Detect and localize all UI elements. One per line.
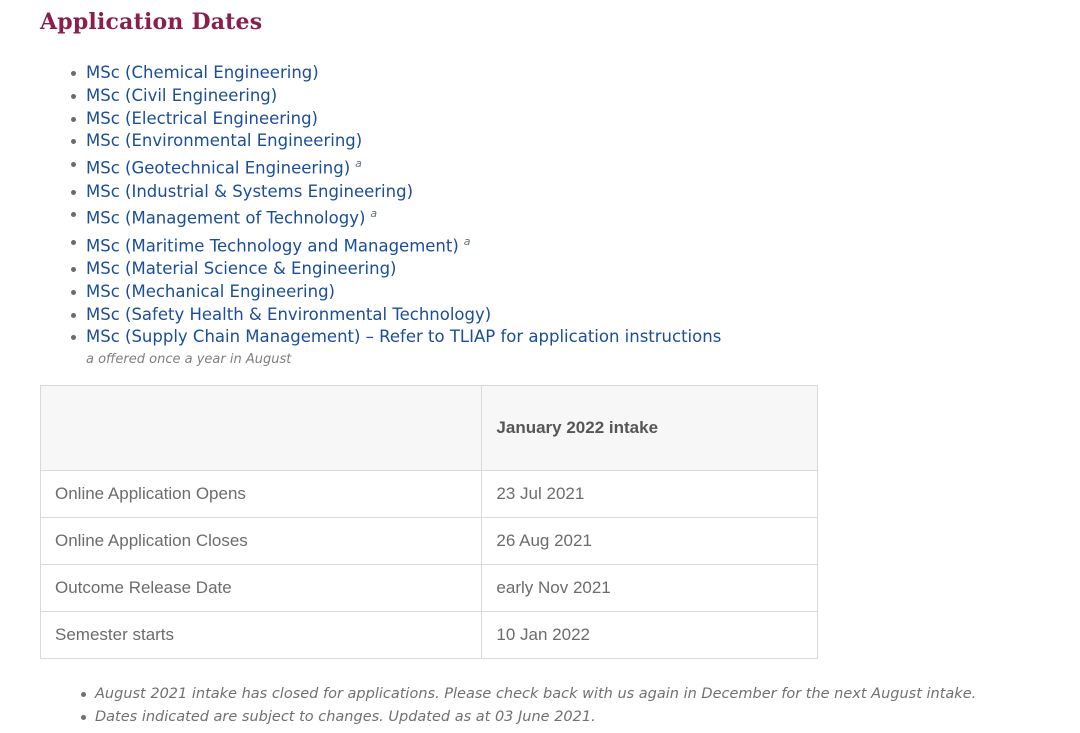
list-footnote: a offered once a year in August [86, 352, 292, 368]
program-link-maritime[interactable]: MSc (Maritime Technology and Management) [86, 236, 459, 256]
row-value-application-opens: 23 Jul 2021 [482, 471, 818, 518]
list-item [40, 85, 1080, 108]
table-row [41, 612, 818, 659]
list-item [40, 108, 1080, 131]
program-link-environmental[interactable]: MSc (Environmental Engineering) [86, 131, 363, 151]
program-link-material-science[interactable]: MSc (Material Science & Engineering) [86, 258, 397, 278]
application-dates-table [40, 385, 818, 659]
footnote-marker: a [370, 207, 378, 221]
program-list [40, 62, 1080, 349]
notes-list [40, 683, 1080, 729]
list-item [40, 153, 1080, 180]
row-value-application-closes: 26 Aug 2021 [482, 518, 818, 565]
footnote-marker: a [355, 157, 362, 171]
list-item [40, 231, 1080, 258]
empty-header-cell [41, 386, 482, 471]
note-dates-subject-to-change: Dates indicated are subject to changes. Updated as at 03 June 2021. [40, 706, 1080, 729]
list-item [40, 281, 1080, 304]
list-item [40, 130, 1080, 153]
program-link-safety-health[interactable]: MSc (Safety Health & Environmental Technology) [86, 304, 492, 324]
list-item [40, 258, 1080, 281]
program-link-management-technology[interactable]: MSc (Management of Technology) [86, 208, 366, 228]
list-item [40, 203, 1080, 230]
program-link-chemical[interactable]: MSc (Chemical Engineering) [86, 63, 319, 83]
program-link-civil[interactable]: MSc (Civil Engineering) [86, 85, 278, 105]
table-row [41, 471, 818, 518]
page-title: Application Dates [40, 9, 263, 35]
row-label-outcome-release: Outcome Release Date [41, 565, 482, 612]
list-item [40, 326, 1080, 349]
row-value-semester-starts: 10 Jan 2022 [482, 612, 818, 659]
row-label-semester-starts: Semester starts [41, 612, 482, 659]
program-link-geotechnical[interactable]: MSc (Geotechnical Engineering) [86, 158, 351, 178]
list-item [40, 304, 1080, 327]
list-item [40, 62, 1080, 85]
row-label-application-opens: Online Application Opens [41, 471, 482, 518]
intake-header-cell: January 2022 intake [482, 386, 818, 471]
program-link-mechanical[interactable]: MSc (Mechanical Engineering) [86, 281, 335, 301]
table-row [41, 565, 818, 612]
row-label-application-closes: Online Application Closes [41, 518, 482, 565]
list-item [40, 181, 1080, 204]
table-header-row [41, 386, 818, 471]
table-row [41, 518, 818, 565]
program-link-supply-chain[interactable]: MSc (Supply Chain Management) – Refer to TLIAP for application instructions [86, 327, 722, 347]
footnote-marker: a [463, 234, 471, 248]
note-august-intake: August 2021 intake has closed for applications. Please check back with us again in December for the next August intake. [40, 683, 1080, 706]
program-link-electrical[interactable]: MSc (Electrical Engineering) [86, 108, 318, 128]
program-link-industrial-systems[interactable]: MSc (Industrial & Systems Engineering) [86, 181, 414, 201]
row-value-outcome-release: early Nov 2021 [482, 565, 818, 612]
